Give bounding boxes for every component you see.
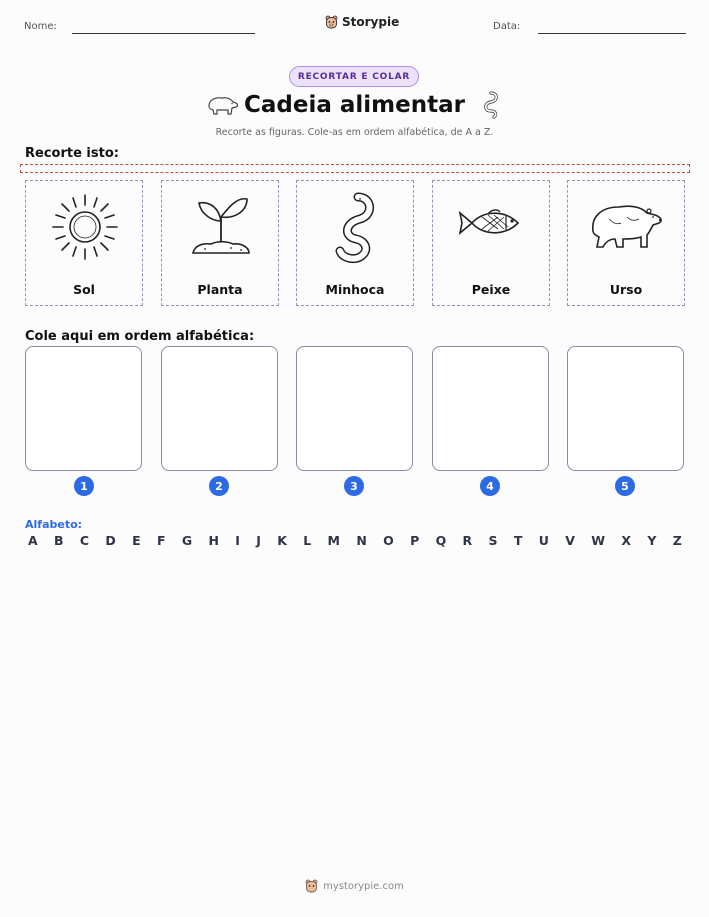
storypie-icon xyxy=(305,879,318,893)
date-label: Data: xyxy=(493,21,521,32)
footer xyxy=(0,879,709,893)
cut-line xyxy=(20,164,690,173)
date-line xyxy=(538,33,686,34)
footer-url[interactable]: mystorypie.com xyxy=(323,880,404,892)
alphabet-letter: W xyxy=(591,533,606,548)
brand-logo xyxy=(325,15,399,29)
card-urso[interactable] xyxy=(567,180,685,306)
alphabet-letter: P xyxy=(410,533,420,548)
sun-icon xyxy=(45,187,125,267)
alphabet-letter: I xyxy=(235,533,240,548)
card-planta[interactable] xyxy=(161,180,279,306)
alphabet-letter: D xyxy=(105,533,116,548)
slot-number: 5 xyxy=(615,476,635,496)
alphabet-letter: S xyxy=(488,533,498,548)
alphabet-label: Alfabeto: xyxy=(25,518,83,531)
alphabet-letter: E xyxy=(132,533,141,548)
alphabet-letter: G xyxy=(181,533,193,548)
alphabet-letter: C xyxy=(79,533,90,548)
alphabet-letter: T xyxy=(513,533,523,548)
alphabet-letter: Z xyxy=(672,533,682,548)
card-label: Sol xyxy=(73,282,95,297)
worm-icon xyxy=(316,187,396,267)
alphabet-letter: H xyxy=(208,533,219,548)
page-title: Cadeia alimentar xyxy=(244,92,465,118)
alphabet-letter: J xyxy=(256,533,261,548)
name-label: Nome: xyxy=(24,21,57,32)
card-label: Peixe xyxy=(471,282,511,297)
alphabet-letter: U xyxy=(538,533,549,548)
slot-number: 4 xyxy=(480,476,500,496)
card-minhoca[interactable] xyxy=(296,180,414,306)
paste-slot-4[interactable] xyxy=(432,346,549,471)
card-label: Planta xyxy=(197,282,243,297)
alphabet-letter: X xyxy=(621,533,631,548)
paste-slot-5[interactable] xyxy=(567,346,684,471)
sprout-icon xyxy=(181,187,261,267)
paste-section-label: Cole aqui em ordem alfabética: xyxy=(25,329,255,344)
name-line xyxy=(72,33,255,34)
alphabet-letter: A xyxy=(28,533,38,548)
alphabet-letter: N xyxy=(356,533,367,548)
alphabet-letter: B xyxy=(54,533,64,548)
alphabet-row xyxy=(28,533,682,548)
brand-name: Storypie xyxy=(342,15,400,29)
alphabet-letter: L xyxy=(303,533,312,548)
worm-icon xyxy=(481,90,501,120)
alphabet-letter: Y xyxy=(647,533,657,548)
slot-number: 3 xyxy=(344,476,364,496)
cut-section-label: Recorte isto: xyxy=(25,146,119,161)
alphabet-letter: Q xyxy=(435,533,447,548)
card-label: Urso xyxy=(609,282,643,297)
alphabet-letter: O xyxy=(383,533,394,548)
bear-icon xyxy=(587,187,667,267)
card-label: Minhoca xyxy=(325,282,385,297)
paste-slot-2[interactable] xyxy=(161,346,278,471)
slot-number: 1 xyxy=(74,476,94,496)
activity-badge: RECORTAR E COLAR xyxy=(289,66,419,87)
alphabet-letter: M xyxy=(327,533,340,548)
alphabet-letter: K xyxy=(277,533,287,548)
storypie-icon xyxy=(325,15,338,29)
paste-slot-1[interactable] xyxy=(25,346,142,471)
instructions: Recorte as figuras. Cole-as em ordem alfabética, de A a Z. xyxy=(215,127,494,138)
paste-slot-3[interactable] xyxy=(296,346,413,471)
slot-number: 2 xyxy=(209,476,229,496)
card-sol[interactable] xyxy=(25,180,143,306)
card-peixe[interactable] xyxy=(432,180,550,306)
alphabet-letter: R xyxy=(462,533,473,548)
alphabet-letter: F xyxy=(156,533,166,548)
alphabet-letter: V xyxy=(565,533,575,548)
fish-icon xyxy=(452,187,532,267)
